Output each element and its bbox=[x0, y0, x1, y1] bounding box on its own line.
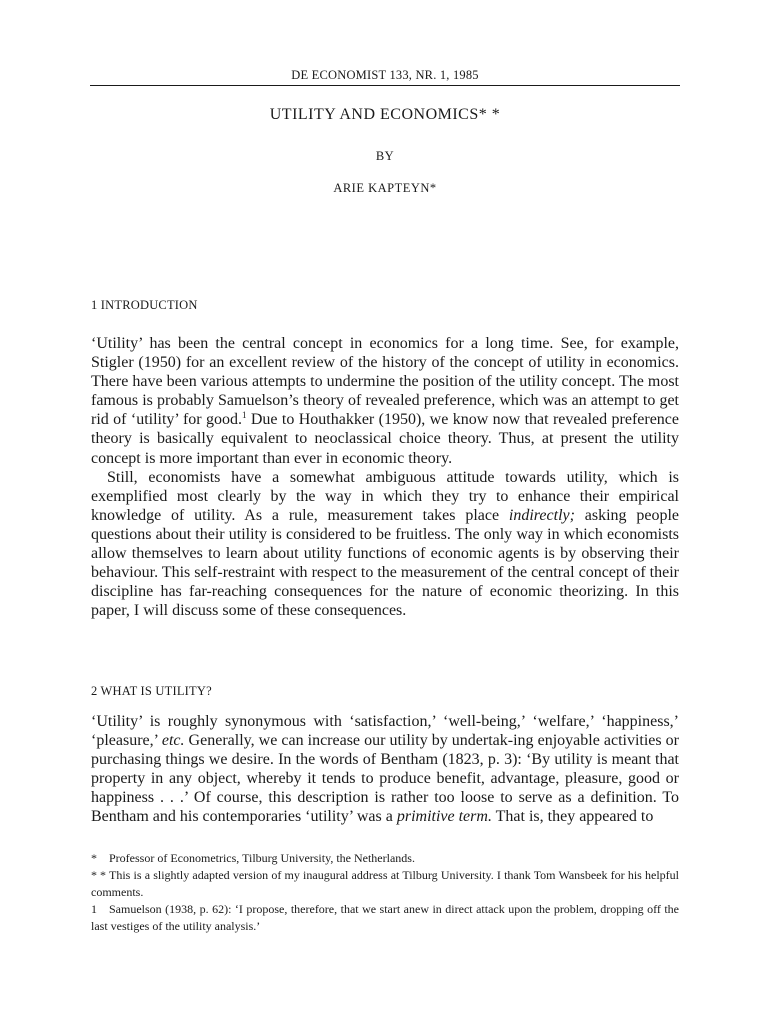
paragraph-text: Due to Houthakker (1950), we know now that revealed preference theory is basically equivalent to neoclassical choice theory. Thus, at present the utility concept is more important than ever in economic theory. bbox=[91, 411, 680, 467]
footnote-text: Professor of Econometrics, Tilburg University, the Netherlands. bbox=[109, 851, 415, 865]
footnote-text: This is a slightly adapted version of my inaugural address at Tilburg University. I thank Tom Wansbeek for his helpful comments. bbox=[91, 868, 679, 899]
footnote-mark: * bbox=[91, 851, 97, 865]
footnote bbox=[91, 850, 679, 867]
header-rule bbox=[90, 85, 680, 86]
emphasis-text: primitive term. bbox=[396, 808, 492, 826]
footnote bbox=[91, 901, 679, 935]
paragraph-text: ‘Utility’ is roughly synonymous with ‘satisfaction,’ ‘well-being,’ ‘welfare,’ ‘happiness,’ ‘pleasure,’ bbox=[91, 713, 679, 750]
paragraph-text: That is, they appeared to bbox=[491, 808, 654, 826]
footnote-ref: 1 bbox=[241, 410, 247, 421]
journal-header: DE ECONOMIST 133, NR. 1, 1985 bbox=[291, 68, 479, 82]
footnotes bbox=[91, 850, 679, 935]
paragraph-text: Generally, we can increase our utility by undertak-ing enjoyable activities or purchasing things we desire. In the words of Bentham (1823, p. 3): ‘By utility is meant that property in any object, whereby it tends to produce benefit, advantage, pleasure, good or happiness . . .’ Of course, this description is rather too loose to serve as a definition. To Bentham and his contemporaries ‘utility’ was a bbox=[91, 732, 680, 826]
footnote bbox=[91, 867, 679, 901]
paragraph-text: Still, economists have a somewhat ambiguous attitude towards utility, which is exemplified most clearly by the way in which they try to enhance their empirical knowledge of utility. As a rule, measurement takes place bbox=[91, 468, 679, 524]
footnote-mark: 1 bbox=[91, 902, 97, 916]
section-heading-what-is-utility: 2 WHAT IS UTILITY? bbox=[91, 684, 212, 698]
paragraph bbox=[91, 712, 679, 827]
section-body-introduction bbox=[91, 334, 679, 620]
emphasis-text: indirectly; bbox=[508, 506, 575, 524]
author-name: ARIE KAPTEYN* bbox=[333, 181, 437, 195]
paragraph-text: ‘Utility’ has been the central concept in economics for a long time. See, for example, Stigler (1950) for an excellent review of the history of the concept of utility in economics. There have been various attempts to undermine the position of the utility concept. The most famous is probably Samuelson’s theory of revealed preference, which was an attempt to get rid of ‘utility’ for good. bbox=[91, 335, 679, 429]
section-body-what-is-utility bbox=[91, 712, 679, 827]
emphasis-text: etc. bbox=[161, 732, 185, 750]
section-heading-introduction: 1 INTRODUCTION bbox=[91, 298, 198, 312]
byline-by: BY bbox=[375, 149, 395, 163]
footnote-text: Samuelson (1938, p. 62): ‘I propose, therefore, that we start anew in direct attack upon the problem, dropping off the last vestiges of the utility analysis.’ bbox=[91, 902, 679, 933]
paragraph bbox=[91, 468, 679, 621]
paragraph-text: asking people questions about their utility is considered to be fruitless. The only way in which economists allow themselves to learn about utility functions of economic agents is by observing their behaviour. This self-restraint with respect to the measurement of the central concept of their discipline has far-reaching consequences for the nature of economic theorizing. In this paper, I will discuss some of these consequences. bbox=[91, 506, 680, 620]
paper-title: UTILITY AND ECONOMICS* * bbox=[269, 106, 501, 123]
footnote-mark: * * bbox=[91, 868, 106, 882]
paragraph bbox=[91, 334, 679, 468]
